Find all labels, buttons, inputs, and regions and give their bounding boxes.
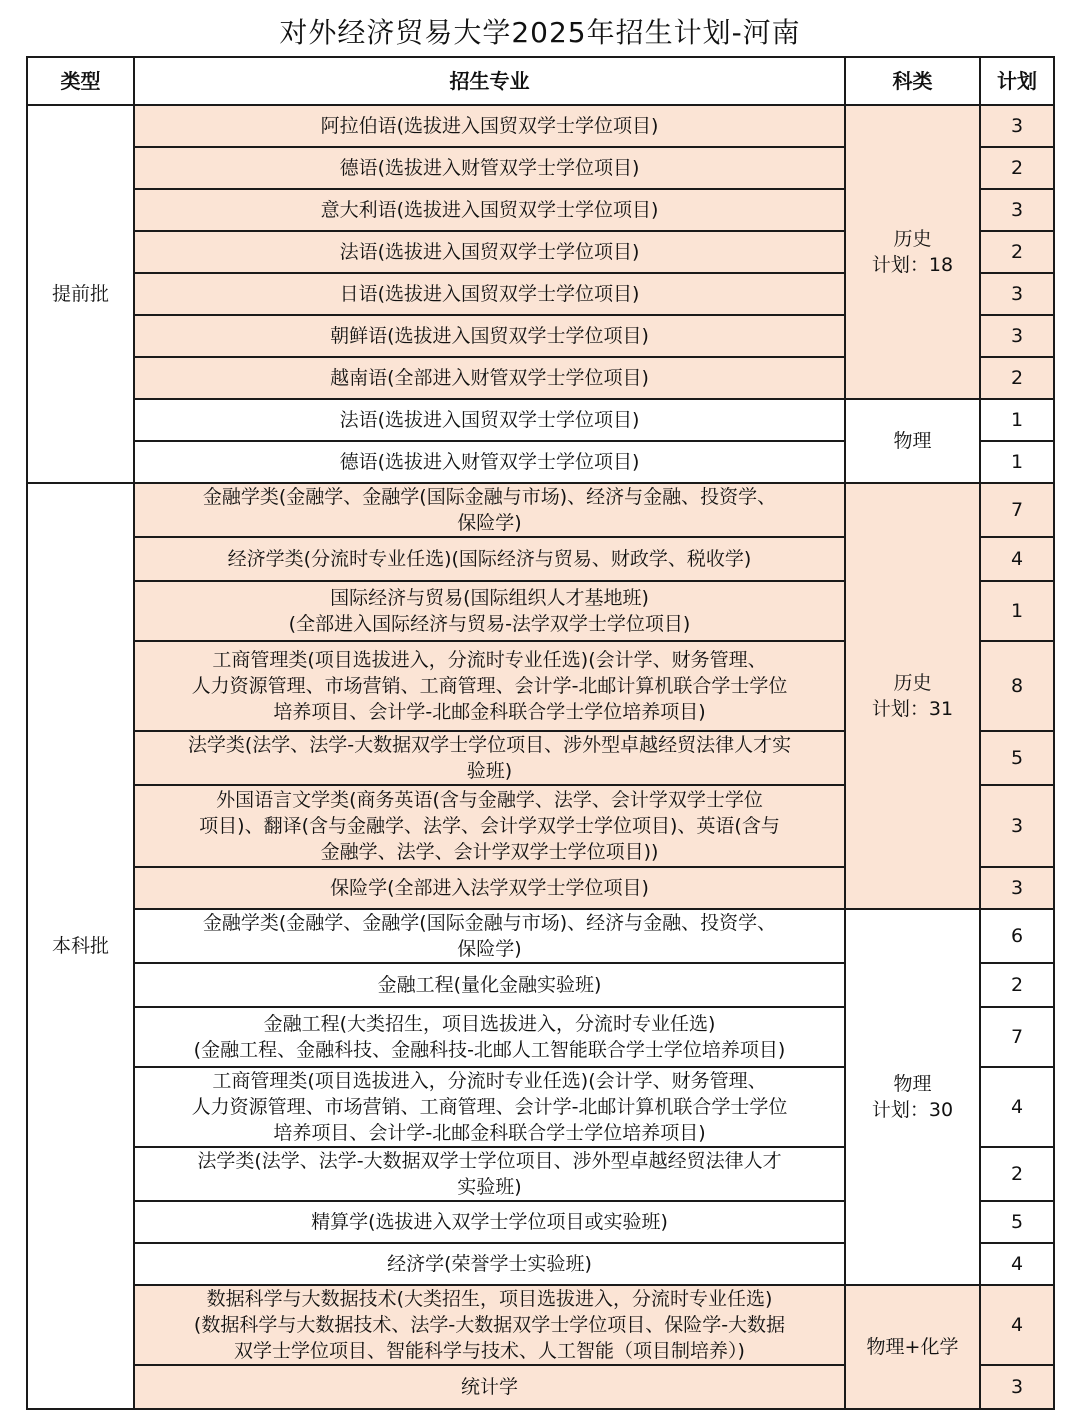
plan-cell: 3 (980, 273, 1054, 315)
batch-cell: 本科批 (27, 483, 134, 1409)
major-cell: 法学类(法学、法学-大数据双学士学位项目、涉外型卓越经贸法律人才实 验班) (134, 731, 845, 785)
plan-cell: 5 (980, 731, 1054, 785)
header-plan: 计划 (980, 57, 1054, 105)
plan-cell: 3 (980, 867, 1054, 909)
subject-cell: 物理+化学 (845, 1285, 980, 1409)
subject-cell: 历史 计划：31 (845, 483, 980, 909)
major-cell: 工商管理类(项目选拔进入，分流时专业任选)(会计学、财务管理、 人力资源管理、市场营销、工商管理、会计学-北邮计算机联合学士学位 培养项目、会计学-北邮金科联合学士学位培养项目) (134, 641, 845, 731)
table-row (27, 1285, 1054, 1365)
plan-cell: 2 (980, 1147, 1054, 1201)
plan-cell: 4 (980, 1067, 1054, 1147)
major-cell: 德语(选拔进入财管双学士学位项目) (134, 441, 845, 483)
plan-cell: 7 (980, 1007, 1054, 1067)
major-cell: 金融学类(金融学、金融学(国际金融与市场)、经济与金融、投资学、 保险学) (134, 909, 845, 963)
major-cell: 阿拉伯语(选拔进入国贸双学士学位项目) (134, 105, 845, 147)
major-cell: 越南语(全部进入财管双学士学位项目) (134, 357, 845, 399)
major-cell: 经济学(荣誉学士实验班) (134, 1243, 845, 1285)
table-row (27, 483, 1054, 537)
major-cell: 日语(选拔进入国贸双学士学位项目) (134, 273, 845, 315)
plan-cell: 4 (980, 1243, 1054, 1285)
header-row (27, 57, 1054, 105)
plan-cell: 2 (980, 231, 1054, 273)
major-cell: 金融工程(大类招生，项目选拔进入，分流时专业任选) (金融工程、金融科技、金融科技-北邮人工智能联合学士学位培养项目) (134, 1007, 845, 1067)
major-cell: 金融工程(量化金融实验班) (134, 963, 845, 1007)
major-cell: 国际经济与贸易(国际组织人才基地班) (全部进入国际经济与贸易-法学双学士学位项目) (134, 581, 845, 641)
major-cell: 外国语言文学类(商务英语(含与金融学、法学、会计学双学士学位 项目)、翻译(含与金融学、法学、会计学双学士学位项目)、英语(含与 金融学、法学、会计学双学士学位项目)) (134, 785, 845, 867)
major-cell: 统计学 (134, 1365, 845, 1409)
batch-cell: 提前批 (27, 105, 134, 483)
header-major: 招生专业 (134, 57, 845, 105)
plan-cell: 4 (980, 1285, 1054, 1365)
subject-cell: 物理 计划：30 (845, 909, 980, 1285)
plan-cell: 7 (980, 483, 1054, 537)
plan-cell: 3 (980, 189, 1054, 231)
major-cell: 法语(选拔进入国贸双学士学位项目) (134, 231, 845, 273)
plan-cell: 8 (980, 641, 1054, 731)
plan-cell: 2 (980, 963, 1054, 1007)
major-cell: 法语(选拔进入国贸双学士学位项目) (134, 399, 845, 441)
subject-cell: 物理 (845, 399, 980, 483)
subject-cell: 历史 计划：18 (845, 105, 980, 399)
major-cell: 保险学(全部进入法学双学士学位项目) (134, 867, 845, 909)
major-cell: 法学类(法学、法学-大数据双学士学位项目、涉外型卓越经贸法律人才 实验班) (134, 1147, 845, 1201)
plan-cell: 3 (980, 785, 1054, 867)
table-row (27, 909, 1054, 963)
major-cell: 数据科学与大数据技术(大类招生，项目选拔进入，分流时专业任选) (数据科学与大数据技术、法学-大数据双学士学位项目、保险学-大数据 双学士学位项目、智能科学与技术、人工智能（项目制培养）) (134, 1285, 845, 1365)
major-cell: 朝鲜语(选拔进入国贸双学士学位项目) (134, 315, 845, 357)
plan-cell: 4 (980, 537, 1054, 581)
header-subject: 科类 (845, 57, 980, 105)
plan-cell: 3 (980, 105, 1054, 147)
major-cell: 精算学(选拔进入双学士学位项目或实验班) (134, 1201, 845, 1243)
plan-cell: 3 (980, 315, 1054, 357)
plan-cell: 1 (980, 399, 1054, 441)
plan-cell: 3 (980, 1365, 1054, 1409)
plan-cell: 2 (980, 147, 1054, 189)
major-cell: 德语(选拔进入财管双学士学位项目) (134, 147, 845, 189)
enrollment-plan-table (26, 56, 1055, 1410)
plan-cell: 2 (980, 357, 1054, 399)
major-cell: 金融学类(金融学、金融学(国际金融与市场)、经济与金融、投资学、 保险学) (134, 483, 845, 537)
table-row (27, 399, 1054, 441)
plan-cell: 1 (980, 581, 1054, 641)
page-title: 对外经济贸易大学2025年招生计划-河南 (279, 16, 801, 49)
table-row (27, 105, 1054, 147)
major-cell: 工商管理类(项目选拔进入，分流时专业任选)(会计学、财务管理、 人力资源管理、市场营销、工商管理、会计学-北邮计算机联合学士学位 培养项目、会计学-北邮金科联合学士学位培养项目) (134, 1067, 845, 1147)
plan-cell: 1 (980, 441, 1054, 483)
plan-cell: 5 (980, 1201, 1054, 1243)
header-type: 类型 (27, 57, 134, 105)
plan-cell: 6 (980, 909, 1054, 963)
major-cell: 意大利语(选拔进入国贸双学士学位项目) (134, 189, 845, 231)
major-cell: 经济学类(分流时专业任选)(国际经济与贸易、财政学、税收学) (134, 537, 845, 581)
